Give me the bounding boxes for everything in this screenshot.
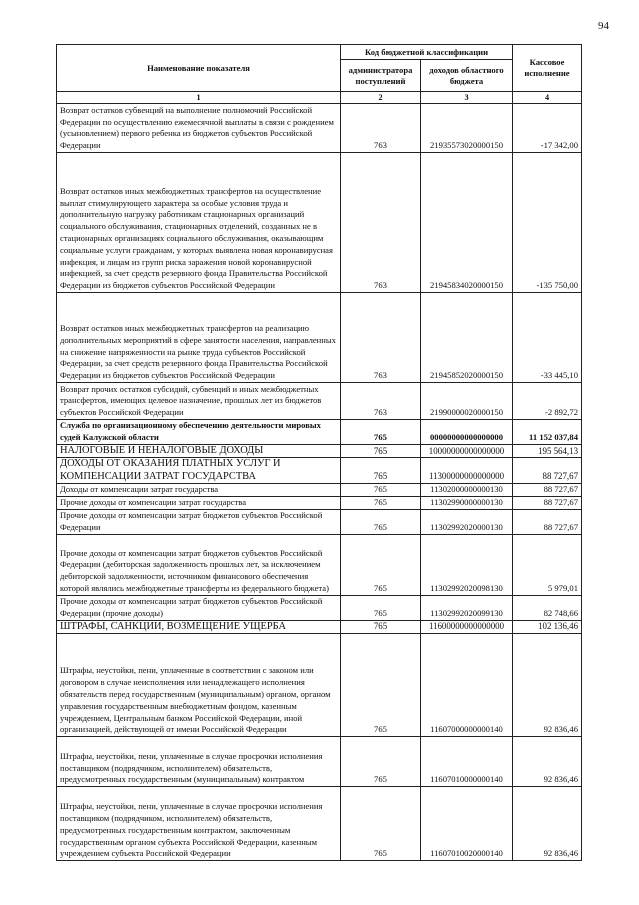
table-row [57,484,582,497]
row-admin-code: 763 [341,293,421,383]
row-amount: 88 727,67 [513,458,582,484]
row-revenue-code: 11302992020099130 [421,595,513,620]
header-revenue: доходов областного бюджета [421,60,513,92]
table-row [57,595,582,620]
row-admin-code: 765 [341,620,421,633]
row-admin-code: 765 [341,484,421,497]
row-amount: -135 750,00 [513,153,582,293]
row-amount: 88 727,67 [513,509,582,534]
row-name: Возврат остатков иных межбюджетных трансфертов на осуществление выплат стимулирующего характера за особые условия труда и дополнительную нагрузку работникам стационарных организаций социального обслуживания, стационарных отделений, созданных не в стационарных организациях социального обслуживания, оказывающим социальные услуги гражданам, у которых выявлена новая коронавирусная инфекция, и лицам из групп риска заражения новой коронавирусной инфекцией, за счет средств резервного фонда Правительства Российской Федерации из бюджетов субъектов Российской Федерации [57,153,341,293]
row-revenue-code: 11607010020000140 [421,787,513,861]
row-amount: 88 727,67 [513,484,582,497]
row-revenue-code: 11607000000000140 [421,634,513,737]
row-admin-code: 763 [341,153,421,293]
row-revenue-code: 11302992020098130 [421,534,513,595]
table-row [57,458,582,484]
row-amount: 11 152 037,84 [513,420,582,445]
header-name: Наименование показателя [57,45,341,92]
row-name: Возврат остатков иных межбюджетных трансфертов на реализацию дополнительных мероприятий в сфере занятости населения, направленных на снижение напряженности на рынке труда субъектов Российской Федерации, за счет средств резервного фонда Правительства Российской Федерации из бюджетов субъектов Российской Федерации [57,293,341,383]
row-name: Возврат остатков субвенций на выполнение полномочий Российской Федерации по осуществлению ежемесячной выплаты в связи с рождением (усыновлением) первого ребенка из бюджетов субъектов Российской Федерации [57,104,341,153]
table-row [57,787,582,861]
col-number-2: 2 [341,92,421,104]
row-revenue-code: 00000000000000000 [421,420,513,445]
row-revenue-code: 11302000000000130 [421,484,513,497]
table-row [57,737,582,787]
row-name: Возврат прочих остатков субсидий, субвенций и иных межбюджетных трансфертов, имеющих целевое назначение, прошлых лет из бюджетов субъектов Российской Федерации [57,383,341,420]
row-revenue-code: 11302992020000130 [421,509,513,534]
row-admin-code: 765 [341,420,421,445]
table-row [57,445,582,458]
row-revenue-code: 11600000000000000 [421,620,513,633]
row-amount: 92 836,46 [513,737,582,787]
col-number-1: 1 [57,92,341,104]
row-amount: 5 979,01 [513,534,582,595]
table-row [57,620,582,633]
row-admin-code: 765 [341,534,421,595]
row-revenue-code: 21945852020000150 [421,293,513,383]
table-row [57,104,582,153]
row-amount: 195 564,13 [513,445,582,458]
budget-execution-table [56,44,582,861]
row-amount: 102 136,46 [513,620,582,633]
row-name: ШТРАФЫ, САНКЦИИ, ВОЗМЕЩЕНИЕ УЩЕРБА [57,620,341,633]
table-row [57,293,582,383]
row-admin-code: 765 [341,787,421,861]
row-name: НАЛОГОВЫЕ И НЕНАЛОГОВЫЕ ДОХОДЫ [57,445,341,458]
row-admin-code: 765 [341,458,421,484]
row-amount: -33 445,10 [513,293,582,383]
page-number: 94 [598,20,609,32]
row-revenue-code: 21945834020000150 [421,153,513,293]
row-admin-code: 765 [341,445,421,458]
row-amount: 82 748,66 [513,595,582,620]
row-name: Доходы от компенсации затрат государства [57,484,341,497]
table-row [57,634,582,737]
header-bk-group: Код бюджетной классификации [341,45,513,60]
table-row [57,153,582,293]
row-admin-code: 765 [341,595,421,620]
row-admin-code: 765 [341,737,421,787]
row-name: Штрафы, неустойки, пени, уплаченные в случае просрочки исполнения поставщиком (подрядчиком, исполнителем) обязательств, предусмотренных государственным (муниципальным) контрактом [57,737,341,787]
table-row [57,509,582,534]
row-revenue-code: 21990000020000150 [421,383,513,420]
row-name: Штрафы, неустойки, пени, уплаченные в случае просрочки исполнения поставщиком (подрядчиком, исполнителем) обязательств, предусмотренных государственным контрактом, заключенным государственным органом субъекта Российской Федерации, казенным учреждением субъекта Российской Федерации [57,787,341,861]
row-admin-code: 765 [341,497,421,510]
row-name: Прочие доходы от компенсации затрат бюджетов субъектов Российской Федерации (прочие доходы) [57,595,341,620]
row-name: Штрафы, неустойки, пени, уплаченные в соответствии с законом или договором в случае неисполнения или ненадлежащего исполнения обязательств перед государственным (муниципальным) органом, органом управления государственным внебюджетным фондом, казенным учреждением, Центральным банком Российской Федерации, иной организацией, действующей от имени Российской Федерации [57,634,341,737]
table-row [57,497,582,510]
row-name: Прочие доходы от компенсации затрат государства [57,497,341,510]
row-name: Прочие доходы от компенсации затрат бюджетов субъектов Российской Федерации (дебиторская задолженность прошлых лет, за исключением дебиторской задолженности, источником финансового обеспечения которой являлись межбюджетные трансферты из федерального бюджета) [57,534,341,595]
row-amount: 92 836,46 [513,634,582,737]
table-row [57,534,582,595]
row-admin-code: 765 [341,509,421,534]
table-row [57,420,582,445]
row-revenue-code: 11300000000000000 [421,458,513,484]
row-revenue-code: 10000000000000000 [421,445,513,458]
row-revenue-code: 11302990000000130 [421,497,513,510]
col-number-3: 3 [421,92,513,104]
row-name: ДОХОДЫ ОТ ОКАЗАНИЯ ПЛАТНЫХ УСЛУГ И КОМПЕНСАЦИИ ЗАТРАТ ГОСУДАРСТВА [57,458,341,484]
row-amount: -17 342,00 [513,104,582,153]
row-name: Прочие доходы от компенсации затрат бюджетов субъектов Российской Федерации [57,509,341,534]
row-admin-code: 763 [341,383,421,420]
row-revenue-code: 11607010000000140 [421,737,513,787]
header-cash-execution: Кассовое исполнение [513,45,582,92]
row-amount: 92 836,46 [513,787,582,861]
row-admin-code: 765 [341,634,421,737]
table-row [57,383,582,420]
row-admin-code: 763 [341,104,421,153]
col-number-4: 4 [513,92,582,104]
row-amount: -2 892,72 [513,383,582,420]
row-revenue-code: 21935573020000150 [421,104,513,153]
header-admin: администратора поступлений [341,60,421,92]
row-amount: 88 727,67 [513,497,582,510]
row-name: Служба по организационному обеспечению деятельности мировых судей Калужской области [57,420,341,445]
